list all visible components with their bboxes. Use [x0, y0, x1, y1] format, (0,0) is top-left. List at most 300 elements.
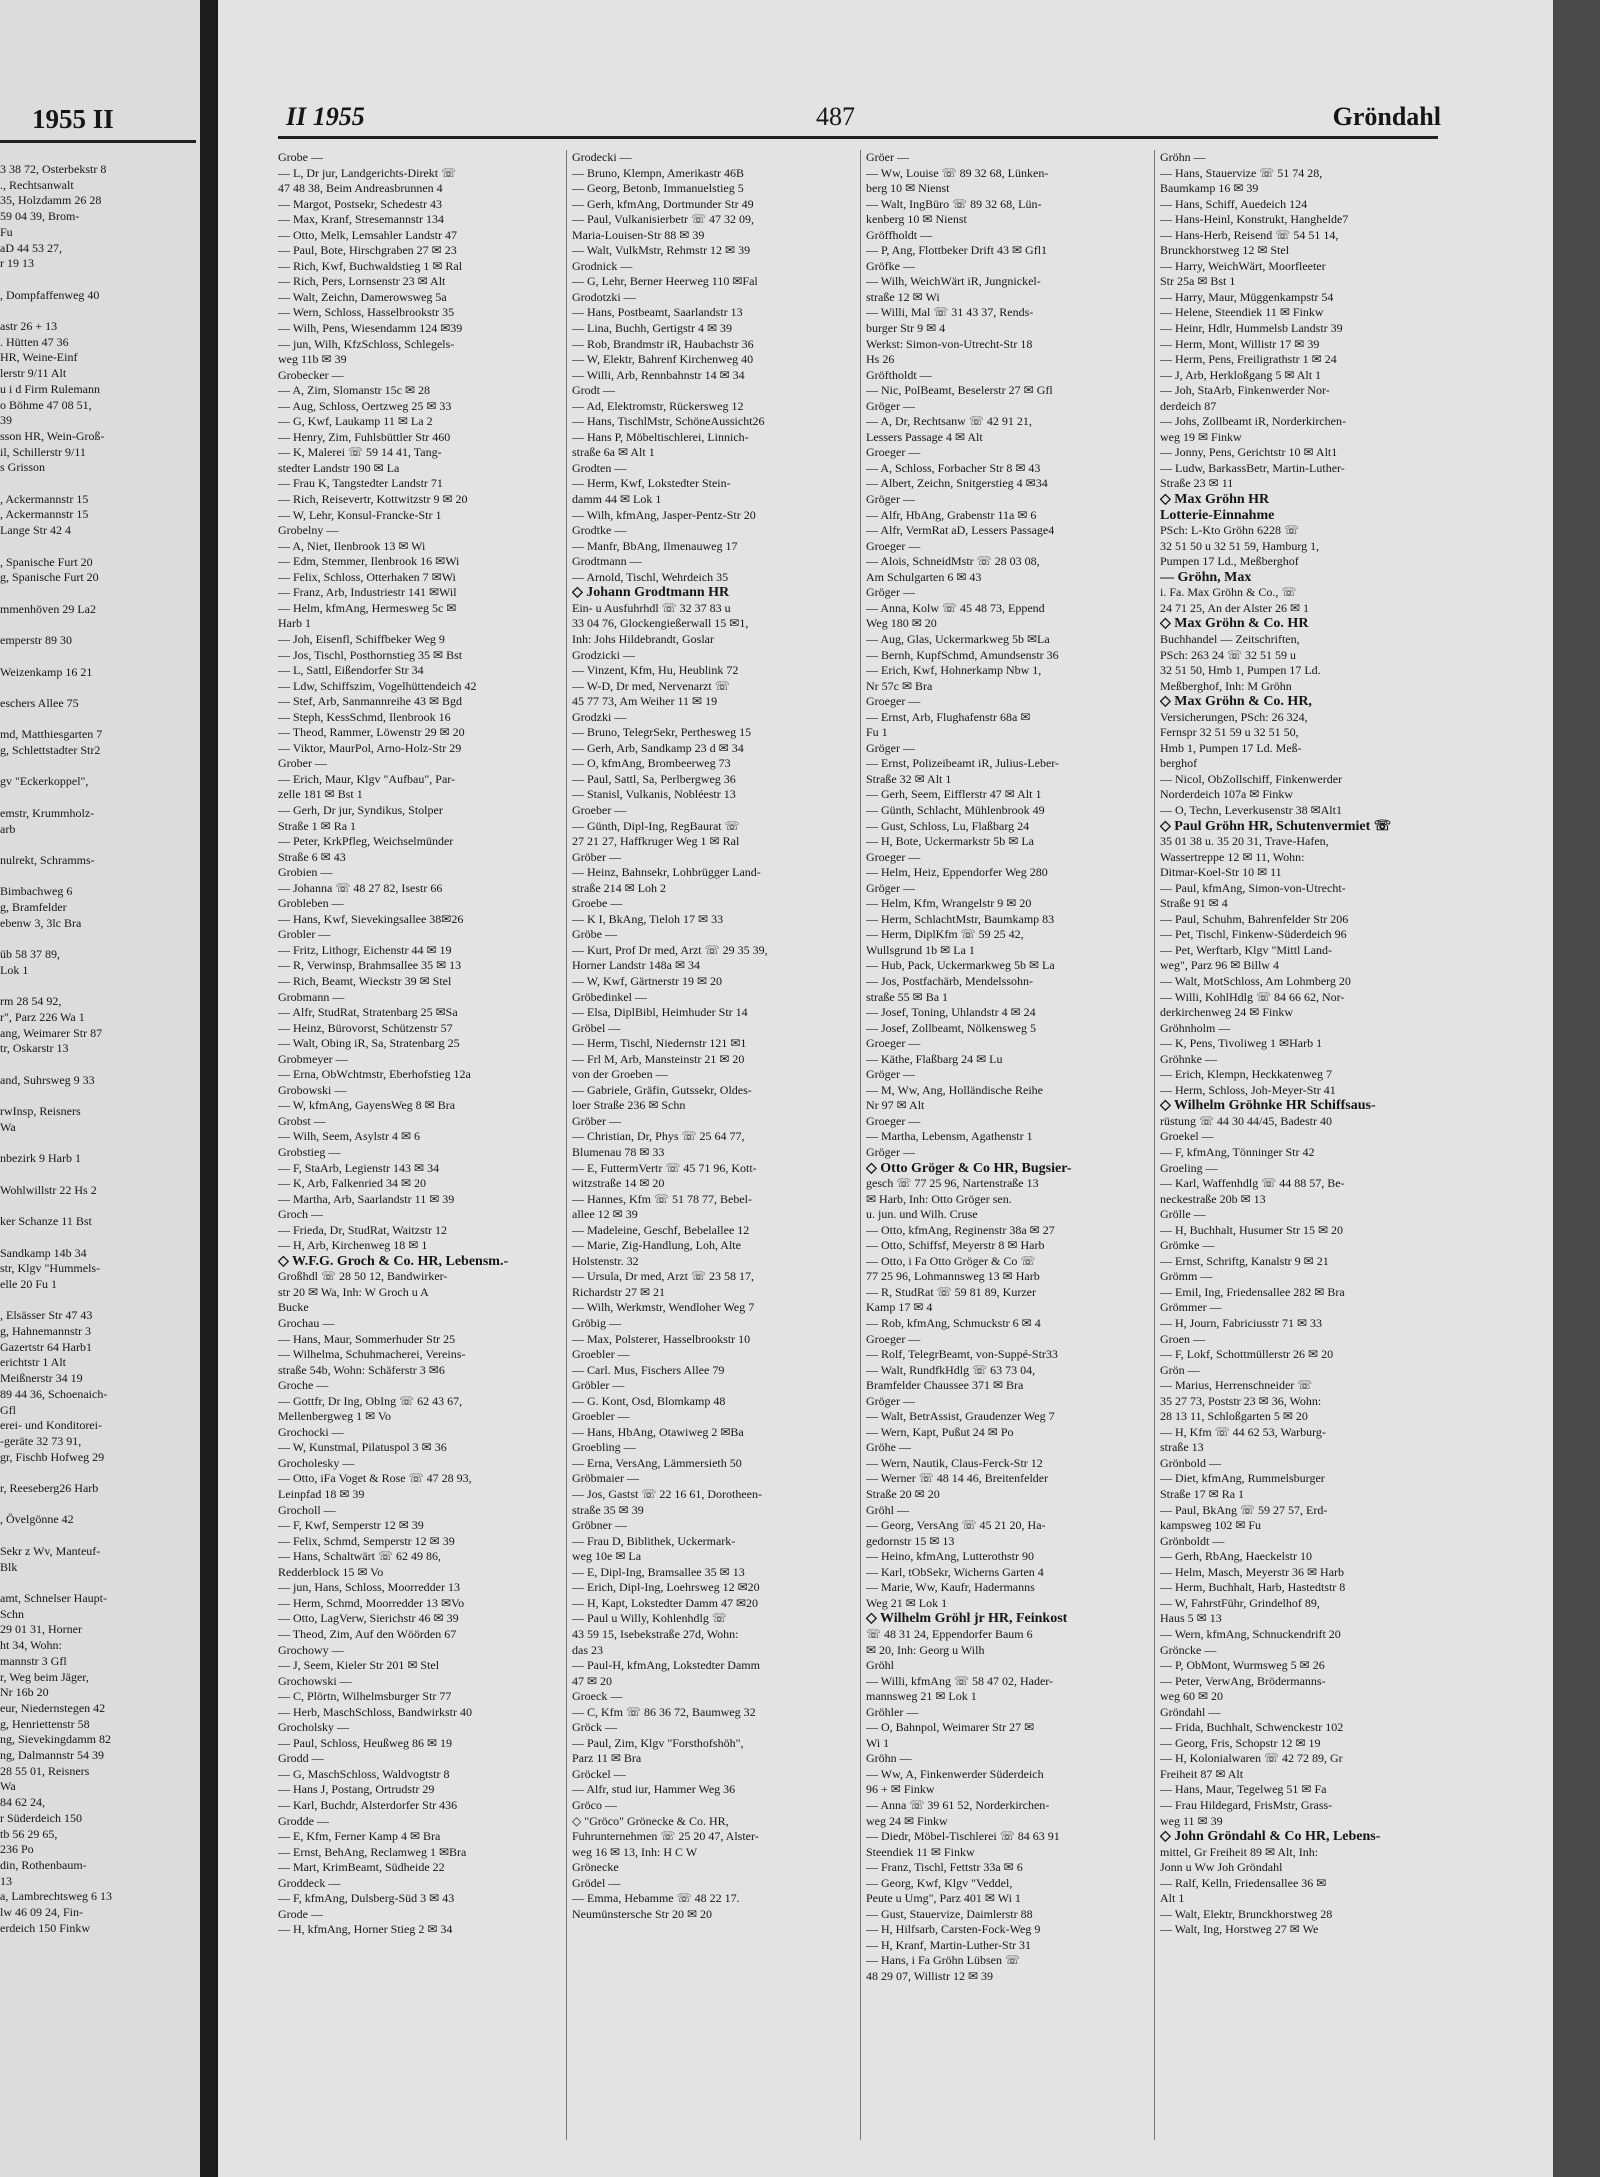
previous-page-line: Sekr z Wv, Manteuf-: [0, 1543, 101, 1558]
previous-page-line: ng, Dalmannstr 54 39: [0, 1748, 104, 1763]
directory-entry: — Hannes, Kfm ☏ 51 78 77, Bebel-: [572, 1191, 752, 1206]
surname-heading: Grobelny —: [278, 523, 339, 538]
directory-entry: — Martha, Arb, Saarlandstr 11 ✉ 39: [278, 1191, 455, 1206]
surname-heading: Gröhl —: [866, 1502, 909, 1517]
directory-entry: berg 10 ✉ Nienst: [866, 181, 950, 196]
directory-entry: — Wern, Kapt, Pußut 24 ✉ Po: [866, 1424, 1014, 1439]
directory-entry: — Johanna ☏ 48 27 82, Isestr 66: [278, 880, 443, 895]
directory-entry: — L, Sattl, Eißendorfer Str 34: [278, 663, 424, 678]
directory-entry: 77 25 96, Lohmannsweg 13 ✉ Harb: [866, 1269, 1040, 1284]
directory-entry: — O, Techn, Leverkusenstr 38 ✉Alt1: [1160, 802, 1342, 817]
directory-entry: — H, Kranf, Martin-Luther-Str 31: [866, 1937, 1032, 1952]
surname-heading: Grölle —: [1160, 1207, 1206, 1222]
directory-entry: — F, Lokf, Schottmüllerstr 26 ✉ 20: [1160, 1347, 1334, 1362]
directory-entry: ◇ Johann Grodtmann HR: [572, 585, 730, 601]
directory-entry: ◇ Otto Gröger & Co HR, Bugsier-: [866, 1160, 1072, 1176]
directory-entry: — M, Ww, Ang, Holländische Reihe: [866, 1082, 1043, 1097]
directory-entry: Maria-Louisen-Str 88 ✉ 39: [572, 227, 705, 242]
surname-heading: Grodd —: [278, 1751, 324, 1766]
directory-entry: — Herm, Kwf, Lokstedter Stein-: [572, 476, 731, 491]
surname-heading: Gröco —: [572, 1797, 617, 1812]
volume-year-header: II 1955: [286, 102, 365, 131]
directory-entry: — Walt, BetrAssist, Graudenzer Weg 7: [866, 1409, 1055, 1424]
directory-entry: straße 35 ✉ 39: [572, 1502, 644, 1517]
previous-page-line: tb 56 29 65,: [0, 1826, 58, 1841]
surname-heading: Grode —: [278, 1906, 323, 1921]
directory-entry: — P, ObMont, Wurmsweg 5 ✉ 26: [1160, 1658, 1325, 1673]
directory-entry: kenberg 10 ✉ Nienst: [866, 212, 967, 227]
directory-entry: weg 16 ✉ 13, Inh: H C W: [572, 1844, 698, 1859]
previous-page-line: [0, 931, 200, 947]
directory-entry: — Otto, iFa Voget & Rose ☏ 47 28 93,: [278, 1471, 472, 1486]
directory-entry: — P, Ang, Flottbeker Drift 43 ✉ Gfl1: [866, 243, 1048, 258]
surname-heading: Grocholl —: [278, 1502, 336, 1517]
directory-entry: — Gabriele, Gräfin, Gutssekr, Oldes-: [572, 1082, 752, 1097]
directory-entry: PSch: 263 24 ☏ 32 51 59 u: [1160, 647, 1297, 662]
previous-page-line: and, Suhrsweg 9 33: [0, 1072, 95, 1087]
directory-entry: Werkst: Simon-von-Utrecht-Str 18: [866, 336, 1033, 351]
previous-page-line: 3 38 72, Osterbekstr 8: [0, 162, 107, 176]
previous-page-line: lerstr 9/11 Alt: [0, 366, 67, 381]
previous-page-line: , Ackermannstr 15: [0, 491, 89, 506]
surname-heading: Gröger —: [866, 1145, 915, 1159]
directory-entry: Blumenau 78 ✉ 33: [572, 1145, 665, 1159]
directory-entry: ◇ W.F.G. Groch & Co. HR, Lebensm.-: [278, 1253, 509, 1269]
directory-entry: — K, Pens, Tivoliweg 1 ✉Harb 1: [1160, 1036, 1323, 1051]
surname-heading: Gröbler —: [572, 1378, 625, 1393]
directory-entry: Straße 32 ✉ Alt 1: [866, 771, 952, 786]
directory-entry: — Gottfr, Dr Ing, ObIng ☏ 62 43 67,: [278, 1393, 463, 1408]
directory-entry: — Walt, Zeichn, Damerowsweg 5a: [278, 289, 447, 304]
directory-entry: Großhdl ☏ 28 50 12, Bandwirker-: [278, 1269, 448, 1284]
directory-entry: — Hans, Kwf, Sievekingsallee 38✉26: [278, 911, 464, 926]
directory-entry: — Helm, Masch, Meyerstr 36 ✉ Harb: [1160, 1564, 1345, 1579]
directory-entry: damm 44 ✉ Lok 1: [572, 492, 662, 507]
directory-entry: — E, FuttermVertr ☏ 45 71 96, Kott-: [572, 1160, 757, 1175]
previous-page-line: 35, Holzdamm 26 28: [0, 193, 102, 208]
directory-entry: — Helm, Kfm, Wrangelstr 9 ✉ 20: [866, 896, 1032, 911]
surname-heading: Grodzicki —: [572, 647, 635, 662]
previous-page-line: -geräte 32 73 91,: [0, 1433, 82, 1448]
directory-entry: — Lina, Buchh, Gertigstr 4 ✉ 39: [572, 321, 733, 336]
surname-heading: Gröger —: [866, 880, 915, 895]
surname-heading: Gröger —: [866, 398, 915, 413]
surname-heading: Grön —: [1160, 1362, 1200, 1377]
previous-page-line: mmenhöven 29 La2: [0, 601, 96, 616]
directory-entry: — Hans, HbAng, Otawiweg 2 ✉Ba: [572, 1424, 744, 1439]
directory-entry: — Viktor, MaurPol, Arno-Holz-Str 29: [278, 740, 462, 755]
surname-heading: Gröhnke —: [1160, 1051, 1217, 1066]
directory-entry: — Herm, Mont, Willistr 17 ✉ 39: [1160, 336, 1320, 351]
previous-page-line: [0, 680, 200, 696]
directory-entry: — G, MaschSchloss, Waldvogtstr 8: [278, 1766, 450, 1781]
directory-entry: weg 24 ✉ Finkw: [866, 1813, 948, 1828]
directory-entry: PSch: L-Kto Gröhn 6228 ☏: [1160, 523, 1300, 538]
directory-entry: — H, Arb, Kirchenweg 18 ✉ 1: [278, 1238, 428, 1253]
surname-heading: Grochau —: [278, 1316, 335, 1331]
previous-page-line: 84 62 24,: [0, 1795, 45, 1810]
directory-entry: — Paul, Bote, Hirschgraben 27 ✉ 23: [278, 243, 457, 258]
directory-entry: — A, Zim, Slomanstr 15c ✉ 28: [278, 383, 431, 398]
previous-page-line: HR, Weine-Einf: [0, 350, 78, 365]
directory-entry: — Georg, VersAng ☏ 45 21 20, Ha-: [866, 1518, 1046, 1533]
directory-entry: 43 59 15, Isebekstraße 27d, Wohn:: [572, 1626, 739, 1641]
directory-entry: u. jun. und Wilh. Cruse: [866, 1207, 978, 1222]
directory-entry: allee 12 ✉ 39: [572, 1207, 638, 1222]
directory-entry: Straße 23 ✉ 11: [1160, 476, 1234, 491]
surname-heading: Groeck —: [572, 1689, 623, 1704]
directory-entry: — Ursula, Dr med, Arzt ☏ 23 58 17,: [572, 1269, 754, 1284]
previous-page-line: tr, Oskarstr 13: [0, 1041, 69, 1056]
directory-entry: — Anna ☏ 39 61 52, Norderkirchen-: [866, 1797, 1050, 1812]
directory-entry: — Paul, BkAng ☏ 59 27 57, Erd-: [1160, 1502, 1328, 1517]
directory-entry: — jun, Wilh, KfzSchloss, Schlegels-: [278, 336, 455, 351]
directory-entry: — Hans, Postbeamt, Saarlandstr 13: [572, 305, 743, 320]
directory-entry: — Franz, Tischl, Fettstr 33a ✉ 6: [866, 1860, 1023, 1875]
directory-entry: — Nicol, ObZollschiff, Finkenwerder: [1160, 771, 1343, 786]
previous-page-line: Nr 16b 20: [0, 1685, 49, 1700]
surname-heading: Groch —: [278, 1207, 323, 1222]
surname-heading: Grocholesky —: [278, 1455, 355, 1470]
previous-page-line: s Grisson: [0, 460, 46, 475]
previous-page-line: [0, 1198, 200, 1214]
surname-heading: Gröger —: [866, 1067, 915, 1082]
directory-entry: stedter Landstr 190 ✉ La: [278, 460, 400, 475]
directory-entry: — Margot, Postsekr, Schedestr 43: [278, 196, 442, 211]
surname-heading: Gröckel —: [572, 1766, 626, 1781]
directory-entry: weg 19 ✉ Finkw: [1160, 429, 1242, 444]
directory-entry: — Joh, Eisenfl, Schiffbeker Weg 9: [278, 631, 445, 646]
directory-entry: 24 71 25, An der Alster 26 ✉ 1: [1160, 600, 1310, 615]
surname-heading: Grömmer —: [1160, 1300, 1222, 1315]
directory-entry: — Herb, MaschSchloss, Bandwirkstr 40: [278, 1704, 472, 1719]
previous-page-line: Meißnerstr 34 19: [0, 1371, 83, 1386]
directory-entry: — Steph, KessSchmd, Ilenbrook 16: [278, 709, 451, 724]
directory-entry: 28 13 11, Schloßgarten 5 ✉ 20: [1160, 1409, 1308, 1424]
previous-page-line: ng, Sievekingdamm 82: [0, 1732, 111, 1747]
previous-page-line: g, Schlettstadter Str2: [0, 743, 101, 758]
column-divider: [1154, 150, 1155, 2140]
surname-heading: Gröger —: [866, 1393, 915, 1408]
directory-entry: — Otto, Schiffsf, Meyerstr 8 ✉ Harb: [866, 1238, 1045, 1253]
previous-page-line: Gazertstr 64 Harb1: [0, 1339, 92, 1354]
directory-entry: — Ernst, Arb, Flughafenstr 68a ✉: [866, 709, 1031, 724]
surname-heading: Grodtmann —: [572, 554, 642, 569]
surname-heading: Gröbmaier —: [572, 1471, 639, 1486]
surname-heading: Groebler —: [572, 1347, 630, 1362]
directory-entry: — Harry, Maur, Müggenkampstr 54: [1160, 289, 1334, 304]
directory-entry: — Jonny, Pens, Gerichtstr 10 ✉ Alt1: [1160, 445, 1338, 460]
directory-entry: ◇ Max Gröhn HR: [1160, 492, 1270, 508]
directory-entry: — Alfr, stud iur, Hammer Weg 36: [572, 1782, 736, 1797]
directory-entry: — Hans-Heinl, Konstrukt, Hanghelde7: [1160, 212, 1349, 227]
directory-entry: straße 13: [1160, 1440, 1204, 1455]
directory-entry: straße 54b, Wohn: Schäferstr 3 ✉6: [278, 1362, 445, 1377]
surname-heading: von der Groeben —: [572, 1067, 668, 1082]
directory-entry: — Josef, Toning, Uhlandstr 4 ✉ 24: [866, 1005, 1036, 1020]
directory-entry: weg 11 ✉ 39: [1160, 1813, 1223, 1828]
previous-page-line: Fu: [0, 224, 13, 239]
directory-entry: 47 48 38, Beim Andreasbrunnen 4: [278, 181, 443, 196]
directory-entry: — O, kfmAng, Brombeerweg 73: [572, 756, 731, 771]
previous-page-line: ang, Weimarer Str 87: [0, 1025, 103, 1040]
directory-entry: — Helene, Steendiek 11 ✉ Finkw: [1160, 305, 1324, 320]
previous-page-line: [0, 649, 200, 665]
directory-entry: — Hans, Stauervize ☏ 51 74 28,: [1160, 165, 1323, 180]
directory-entry: — Gerh, Seem, Eifflerstr 47 ✉ Alt 1: [866, 787, 1042, 802]
surname-heading: Grober —: [278, 756, 327, 771]
previous-page-line: Lange Str 42 4: [0, 523, 71, 538]
previous-page-line: [0, 272, 200, 288]
directory-entry: — Elsa, DiplBibl, Heimhuder Str 14: [572, 1005, 748, 1020]
previous-page-line: g, Henriettenstr 58: [0, 1716, 90, 1731]
directory-column-1: [278, 150, 560, 2140]
surname-heading: Gröndahl —: [1160, 1704, 1221, 1719]
previous-page-line: il, Schillerstr 9/11: [0, 444, 86, 459]
directory-entry: — Diet, kfmAng, Rummelsburger: [1160, 1471, 1325, 1486]
directory-entry: Parz 11 ✉ Bra: [572, 1751, 642, 1766]
directory-entry: — Rolf, TelegrBeamt, von-Suppé-Str33: [866, 1347, 1058, 1362]
directory-entry: — Georg, Fris, Schopstr 12 ✉ 19: [1160, 1735, 1321, 1750]
directory-entry: — Stanisl, Vulkanis, Nobléestr 13: [572, 787, 736, 802]
directory-entry: — Frau K, Tangstedter Landstr 71: [278, 476, 443, 491]
directory-entry: — Peter, KrkPfleg, Weichselmünder: [278, 834, 454, 849]
surname-heading: Gröer —: [866, 150, 909, 164]
directory-entry: zelle 181 ✉ Bst 1: [278, 787, 363, 802]
surname-heading: Groeger —: [866, 1331, 921, 1346]
surname-heading: Grobleben —: [278, 896, 344, 911]
previous-page-line: eur, Niedernstegen 42: [0, 1700, 106, 1715]
surname-heading: Grodde —: [278, 1813, 329, 1828]
directory-entry: ◇ Paul Gröhn HR, Schutenvermiet ☏: [1160, 818, 1392, 834]
previous-page-line: arb: [0, 821, 16, 836]
directory-entry: — Martha, Lebensm, Agathenstr 1: [866, 1129, 1033, 1144]
directory-entry: — H, Kfm ☏ 44 62 53, Warburg-: [1160, 1424, 1326, 1439]
previous-page-line: nulrekt, Schramms-: [0, 852, 95, 867]
directory-entry: derdeich 87: [1160, 398, 1217, 413]
directory-entry: — Fritz, Lithogr, Eichenstr 44 ✉ 19: [278, 942, 452, 957]
previous-page-line: [0, 1293, 200, 1309]
directory-entry: — Karl, Buchdr, Alsterdorfer Str 436: [278, 1797, 458, 1812]
previous-page-line: [0, 1057, 200, 1073]
directory-entry: — Ernst, Schriftg, Kanalstr 9 ✉ 21: [1160, 1253, 1329, 1268]
directory-entry: — H, Kolonialwaren ☏ 42 72 89, Gr: [1160, 1751, 1343, 1766]
previous-page-line: [0, 539, 200, 555]
directory-entry: — Johs, Zollbeamt iR, Norderkirchen-: [1160, 414, 1346, 429]
directory-entry: das 23: [572, 1642, 603, 1657]
previous-page-line: 39: [0, 413, 12, 428]
directory-entry: — Hans, i Fa Gröhn Lübsen ☏: [866, 1953, 1020, 1968]
directory-entry: — Edm, Stemmer, Ilenbrook 16 ✉Wi: [278, 554, 460, 569]
surname-heading: Grochowy —: [278, 1642, 344, 1657]
previous-page-line: g, Hahnemannstr 3: [0, 1324, 91, 1339]
directory-entry: mittel, Gr Freiheit 89 ✉ Alt, Inh:: [1160, 1844, 1319, 1859]
directory-entry: — Max, Polsterer, Hasselbrookstr 10: [572, 1331, 751, 1346]
directory-entry: 48 29 07, Willistr 12 ✉ 39: [866, 1968, 994, 1983]
directory-entry: str 20 ✉ Wa, Inh: W Groch u A: [278, 1284, 429, 1299]
directory-entry: — Stef, Arb, Sanmannreihe 43 ✉ Bgd: [278, 694, 463, 709]
previous-page-line: ., Rechtsanwalt: [0, 177, 74, 192]
previous-page-line: [0, 1528, 200, 1544]
directory-entry: Hmb 1, Pumpen 17 Ld. Meß-: [1160, 740, 1302, 755]
directory-entry: — Hans, Schiff, Auedeich 124: [1160, 196, 1308, 211]
directory-entry: — Walt, Ing, Horstweg 27 ✉ We: [1160, 1922, 1319, 1937]
directory-entry: — Walt, IngBüro ☏ 89 32 68, Lün-: [866, 196, 1042, 211]
directory-entry: — Hans-Herb, Reisend ☏ 54 51 14,: [1160, 227, 1339, 242]
surname-heading: Grobmann —: [278, 989, 345, 1004]
previous-page-line: Blk: [0, 1559, 18, 1574]
directory-entry: — Hans, Maur, Tegelweg 51 ✉ Fa: [1160, 1782, 1327, 1797]
previous-page-line: 89 44 36, Schoenaich-: [0, 1386, 108, 1401]
directory-entry: — Wern, kfmAng, Schnuckendrift 20: [1160, 1626, 1341, 1641]
directory-entry: — J, Arb, Herkloßgang 5 ✉ Alt 1: [1160, 367, 1322, 382]
surname-heading: Grödel —: [572, 1875, 621, 1890]
directory-entry: Str 25a ✉ Bst 1: [1160, 274, 1236, 289]
previous-page-line: [0, 1088, 200, 1104]
directory-entry: straße 55 ✉ Ba 1: [866, 989, 949, 1004]
previous-page-line: gr, Fischb Hofweg 29: [0, 1449, 105, 1464]
page-number: 487: [816, 102, 855, 131]
directory-entry: — Ernst, BehAng, Reclamweg 1 ✉Bra: [278, 1844, 467, 1859]
directory-entry: — Werner ☏ 48 14 46, Breitenfelder: [866, 1471, 1049, 1486]
directory-entry: Fu 1: [866, 725, 888, 740]
directory-entry: — Heino, kfmAng, Lutterothstr 90: [866, 1549, 1034, 1564]
directory-entry: — Frau Hildegard, FrisMstr, Grass-: [1160, 1797, 1333, 1812]
directory-entry: — Diedr, Möbel-Tischlerei ☏ 84 63 91: [866, 1829, 1060, 1844]
directory-entry: Leinpfad 18 ✉ 39: [278, 1487, 365, 1502]
surname-heading: Gröftholdt —: [866, 367, 932, 382]
directory-entry: — Wern, Schloss, Hasselbrookstr 35: [278, 305, 455, 320]
directory-entry: — Emma, Hebamme ☏ 48 22 17.: [572, 1891, 740, 1906]
directory-entry: — Harry, WeichWärt, Moorfleeter: [1160, 258, 1326, 273]
column-divider: [566, 150, 567, 2140]
directory-entry: weg 60 ✉ 20: [1160, 1689, 1224, 1704]
surname-heading: Groebe —: [572, 896, 623, 911]
directory-entry: — Herm, Buchhalt, Harb, Hastedtstr 8: [1160, 1580, 1346, 1595]
surname-heading: Groeling —: [1160, 1160, 1218, 1175]
surname-heading: Gröhe —: [866, 1440, 911, 1455]
directory-entry: — Walt, RundfkHdlg ☏ 63 73 04,: [866, 1362, 1036, 1377]
previous-page-line: [0, 790, 200, 806]
directory-entry: — Aug, Glas, Uckermarkweg 5b ✉La: [866, 631, 1050, 646]
directory-entry: — Walt, Elektr, Brunckhorstweg 28: [1160, 1906, 1333, 1921]
surname-heading: Gröck —: [572, 1720, 617, 1735]
directory-entry: — Henry, Zim, Fuhlsbüttler Str 460: [278, 429, 451, 444]
directory-entry: — F, Kwf, Semperstr 12 ✉ 39: [278, 1518, 424, 1533]
directory-entry: — Wern, Nautik, Claus-Ferck-Str 12: [866, 1455, 1043, 1470]
directory-entry: — Madeleine, Geschf, Bebelallee 12: [572, 1222, 750, 1237]
surname-heading: Grodt —: [572, 383, 615, 398]
directory-entry: Weg 21 ✉ Lok 1: [866, 1595, 948, 1610]
surname-heading: Groeger —: [866, 849, 921, 864]
directory-entry: — Rob, kfmAng, Schmuckstr 6 ✉ 4: [866, 1316, 1041, 1331]
previous-page-rule: [0, 140, 196, 143]
previous-page-line: [0, 1167, 200, 1183]
directory-entry: — Jos, Tischl, Posthornstieg 35 ✉ Bst: [278, 647, 463, 662]
directory-entry: — E, Kfm, Ferner Kamp 4 ✉ Bra: [278, 1829, 441, 1844]
previous-page-line: g, Spanische Furt 20: [0, 570, 99, 585]
surname-heading: Gröhnholm —: [1160, 1020, 1231, 1035]
directory-entry: Grönecke: [572, 1860, 619, 1875]
previous-page-line: rm 28 54 92,: [0, 994, 62, 1009]
directory-entry: — Herm, Schmd, Moorredder 13 ✉Vo: [278, 1595, 465, 1610]
previous-page-line: üb 58 37 89,: [0, 947, 60, 962]
directory-entry: — Joh, StaArb, Finkenwerder Nor-: [1160, 383, 1330, 398]
directory-page: [218, 0, 1553, 2177]
previous-page-line: . Hütten 47 36: [0, 334, 69, 349]
previous-page-line: erei- und Konditorei-: [0, 1418, 102, 1433]
surname-heading: Grobecker —: [278, 367, 344, 382]
directory-entry: — Theod, Zim, Auf den Wöörden 67: [278, 1626, 457, 1641]
directory-entry: — Alois, SchneidMstr ☏ 28 03 08,: [866, 554, 1040, 569]
directory-entry: — Bruno, Klempn, Amerikastr 46B: [572, 165, 744, 180]
directory-entry: Straße 91 ✉ 4: [1160, 896, 1228, 911]
directory-entry: — Hans P, Möbeltischlerei, Linnich-: [572, 429, 749, 444]
surname-heading: Groebler —: [572, 1409, 630, 1424]
directory-entry: Weg 180 ✉ 20: [866, 616, 937, 631]
directory-entry: berghof: [1160, 756, 1198, 771]
surname-heading: Gröncke —: [1160, 1642, 1217, 1657]
surname-heading: Grobstieg —: [278, 1145, 341, 1159]
directory-entry: Meßberghof, Inh: M Gröhn: [1160, 678, 1292, 693]
directory-entry: — K I, BkAng, Tieloh 17 ✉ 33: [572, 911, 724, 926]
previous-page-line: Wohlwillstr 22 Hs 2: [0, 1182, 97, 1197]
previous-page-line: gv "Eckerkoppel",: [0, 774, 89, 789]
directory-entry: ✉ Harb, Inh: Otto Gröger sen.: [866, 1191, 1012, 1206]
surname-heading: Grodecki —: [572, 150, 632, 164]
directory-entry: — Ww, A, Finkenwerder Süderdeich: [866, 1766, 1044, 1781]
previous-page-line: lw 46 09 24, Fin-: [0, 1905, 84, 1920]
directory-entry: — Erna, ObWchtmstr, Eberhofstieg 12a: [278, 1067, 471, 1082]
directory-entry: Brunckhorstweg 12 ✉ Stel: [1160, 243, 1290, 258]
directory-entry: — Ldw, Schiffszim, Vogelhüttendeich 42: [278, 678, 477, 693]
previous-page-line: [0, 869, 200, 885]
directory-entry: — Willi, Arb, Rennbahnstr 14 ✉ 34: [572, 367, 745, 382]
previous-page-line: md, Matthiesgarten 7: [0, 727, 103, 742]
directory-entry: — O, Bahnpol, Weimarer Str 27 ✉: [866, 1720, 1035, 1735]
previous-page-line: , Dompfaffenweg 40: [0, 287, 100, 302]
directory-entry: — R, StudRat ☏ 59 81 89, Kurzer: [866, 1284, 1036, 1299]
directory-entry: Buchhandel — Zeitschriften,: [1160, 631, 1300, 646]
previous-page-line: u i d Firm Rulemann: [0, 381, 100, 396]
previous-page-line: Schn: [0, 1606, 24, 1621]
directory-entry: — Ad, Elektromstr, Rückersweg 12: [572, 398, 744, 413]
previous-page-line: [0, 1230, 200, 1246]
directory-entry: — Alfr, StudRat, Stratenbarg 25 ✉Sa: [278, 1005, 458, 1020]
directory-entry: — Ww, Louise ☏ 89 32 68, Lünken-: [866, 165, 1049, 180]
directory-entry: — Jos, Postfachärb, Mendelssohn-: [866, 973, 1033, 988]
directory-entry: — Bernh, KupfSchmd, Amundsenstr 36: [866, 647, 1059, 662]
previous-page-line: nbezirk 9 Harb 1: [0, 1151, 81, 1166]
directory-entry: — Manfr, BbAng, Ilmenauweg 17: [572, 538, 738, 553]
previous-page-edge: [0, 0, 200, 2177]
directory-entry: gedornstr 15 ✉ 13: [866, 1533, 955, 1548]
directory-entry: — Frau D, Biblithek, Uckermark-: [572, 1533, 736, 1548]
directory-entry: — Erich, Dipl-Ing, Loehrsweg 12 ✉20: [572, 1580, 760, 1595]
directory-entry: straße 12 ✉ Wi: [866, 289, 940, 304]
surname-heading: Grodnick —: [572, 258, 633, 273]
directory-entry: straße 214 ✉ Loh 2: [572, 880, 667, 895]
previous-page-line: aD 44 53 27,: [0, 240, 62, 255]
directory-entry: ◇ "Gröco" Grönecke & Co. HR,: [572, 1813, 729, 1828]
directory-entry: — Nic, PolBeamt, Beselerstr 27 ✉ Gfl: [866, 383, 1053, 398]
directory-entry: — Mart, KrimBeamt, Südheide 22: [278, 1860, 445, 1875]
directory-entry: kampsweg 102 ✉ Fu: [1160, 1518, 1262, 1533]
directory-entry: 27 21 27, Haffkruger Weg 1 ✉ Ral: [572, 834, 740, 849]
previous-page-line: din, Rothenbaum-: [0, 1857, 87, 1872]
directory-entry: — K, Arb, Falkenried 34 ✉ 20: [278, 1176, 427, 1191]
previous-page-line: Weizenkamp 16 21: [0, 664, 93, 679]
